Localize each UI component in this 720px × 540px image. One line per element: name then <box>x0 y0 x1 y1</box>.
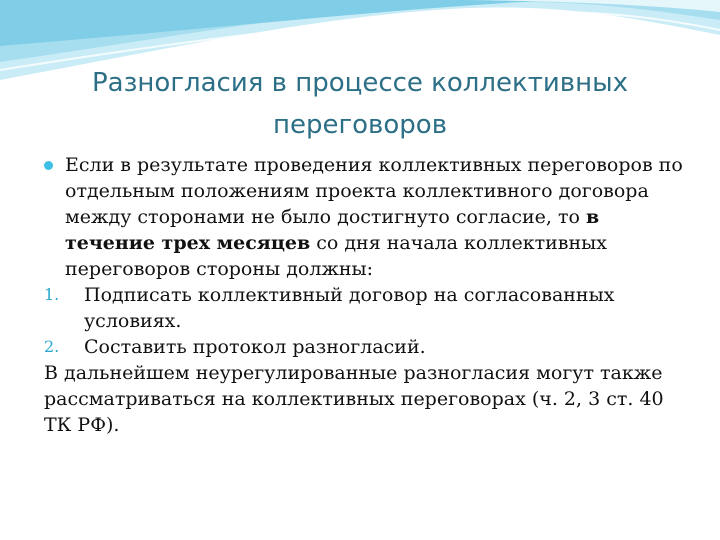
list-item-text: Составить протокол разногласий. <box>84 336 426 358</box>
closing-paragraph: В дальнейшем неурегулированные разногласия могут также рассматриваться на коллективных переговорах (ч. 2, 3 ст. 40 ТК РФ). <box>44 362 664 436</box>
title-line-2: переговоров <box>272 110 448 140</box>
bullet-bold-text: в течение трех месяцев <box>65 206 600 254</box>
title-line-1: Разногласия в процессе коллективных <box>91 68 629 98</box>
list-item <box>44 282 684 334</box>
list-item-number: 2. <box>44 337 60 356</box>
bullet-text-after: со дня начала коллективных переговоров стороны должны: <box>65 232 607 280</box>
bullet-dot-icon <box>44 161 53 170</box>
list-item-number: 1. <box>44 285 60 304</box>
list-item <box>44 334 684 360</box>
bullet-text-before: Если в результате проведения коллективных переговоров по отдельным положениям проекта коллективного договора между сторонами не было достигнуто согласие, то <box>65 154 683 228</box>
slide-title <box>40 62 680 146</box>
bullet-paragraph <box>44 152 684 282</box>
list-item-text: Подписать коллективный договор на согласованных условиях. <box>84 284 615 332</box>
slide-body <box>44 152 684 438</box>
